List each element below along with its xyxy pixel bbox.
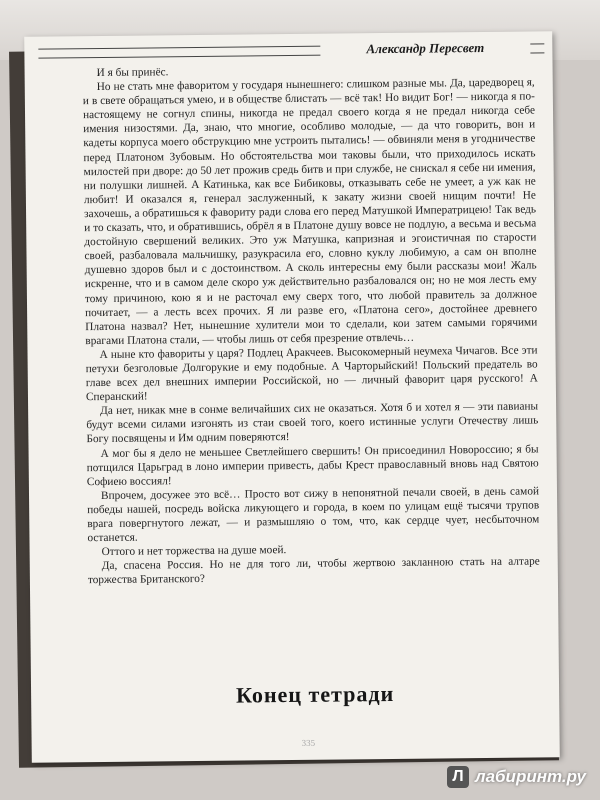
paragraph: Да нет, никак мне в сонме величайших сих не оказаться. Хотя б и хотел я — эти павианы будут всеми силами изгонять из стаи своей того, коего истинные услуги Отечеству лишь Богу посвящены и Им одним поверяются! (86, 400, 539, 446)
page-number: 335 (301, 737, 316, 748)
labirint-logo-icon: Л (447, 766, 469, 788)
paragraph: И я бы принёс. (96, 66, 169, 80)
paragraph: Оттого и нет торжества на душе моей. (101, 544, 287, 559)
paragraph: Но не стать мне фаворитом у государя нынешнего: слишком разные мы. Да, царедворец я, и в свете обращаться умею, и в обществе блистать — всё так! Но видит Бог! — никогда я по-настоящему не согнул спины, никогда не предал своего когда я не предал никогда себе имения низостями. Да, знаю, что многие, особливо молодые, — да что говорить, вон и кадеты корпуса моего обструкцию мне устроить пытались! — обвиняли меня в угодничестве перед Платоном Зубовым. Но обстоятельства мои таковы были, что приходилось искать милостей при дворе: до 50 лет прожив средь битв и при службе, не снискал я себе ни имения, ни полушки лишней. А Катинька, как все Бибиковы, отказывать себе не умеет, а уж как не любит! И оказался я, генерал заслуженный, к закату жизни своей нищим почти! Не захочешь, а обратишься к фавориту ради слова его перед Матушкой Императрицею! Так ведь и то сказать, что, и обратившись, обрёл я в Платоне душу вовсе не подлую, а весьма и весьма достойную свершений великих. Это уж Матушка, капризная и эгоистичная по старости своей, разбаловала мальчишку, разукрасила его, словно куклу любимую, а сам он вполне душевно здоров был и с достоинством. А сколь интересны ему были рассказы мои! Жаль искренне, что и в самом деле скоро уж действительно разбаловался он; но не моя лесть ему тому причиною, кою я и не расточал ему сверх того, что любой правитель за должное почитает, — а лесть всех прочих. Я ли разве его, «Платона сего», достойнее древнего Платона назвал? Нет, нынешние хулители мои то сделали, кои затем самыми горячими врагами Платона стали, — чтобы лишь от себя презрение отвлечь… (82, 76, 538, 347)
paragraph: Да, спасена Россия. Но не для того ли, чтобы жертвою закланною стать на алтаре торжества Британского? (87, 555, 540, 587)
watermark (447, 766, 586, 788)
paragraph: А мог бы я дело не меньшее Светлейшего свершить! Он присоединил Новороссию; я бы потщился Царьград в лоно империи привесть, дабы Крест православный вновь над Святою Софиею воссиял! (86, 442, 539, 488)
paragraph: А ныне кто фавориты у царя? Подлец Аракчеев. Высокомерный неумеха Чичагов. Все эти петухи безголовые Долгорукие и ему подобные. А Чарторыйский! Польский предатель во главе всех дел внешних империи Российской, но — личный фаворит царя русского! А Сперанский! (85, 344, 538, 404)
end-title: Конец тетради (235, 680, 395, 708)
body-text (83, 61, 540, 587)
watermark-text: лабиринт.ру (475, 767, 586, 786)
book-page (24, 31, 560, 762)
paragraph: Впрочем, досужее это всё… Просто вот сижу в непонятной печали своей, в день самой победы нашей, посредь войска ликующего и города, в коем по улицам ещё тысячи трупов врага повергнутого лежат, — и размышляю о том, что, как сердце чует, несбыточном останется. (87, 485, 540, 545)
running-header (320, 37, 530, 59)
running-head-author: Александр Пересвет (366, 39, 485, 57)
